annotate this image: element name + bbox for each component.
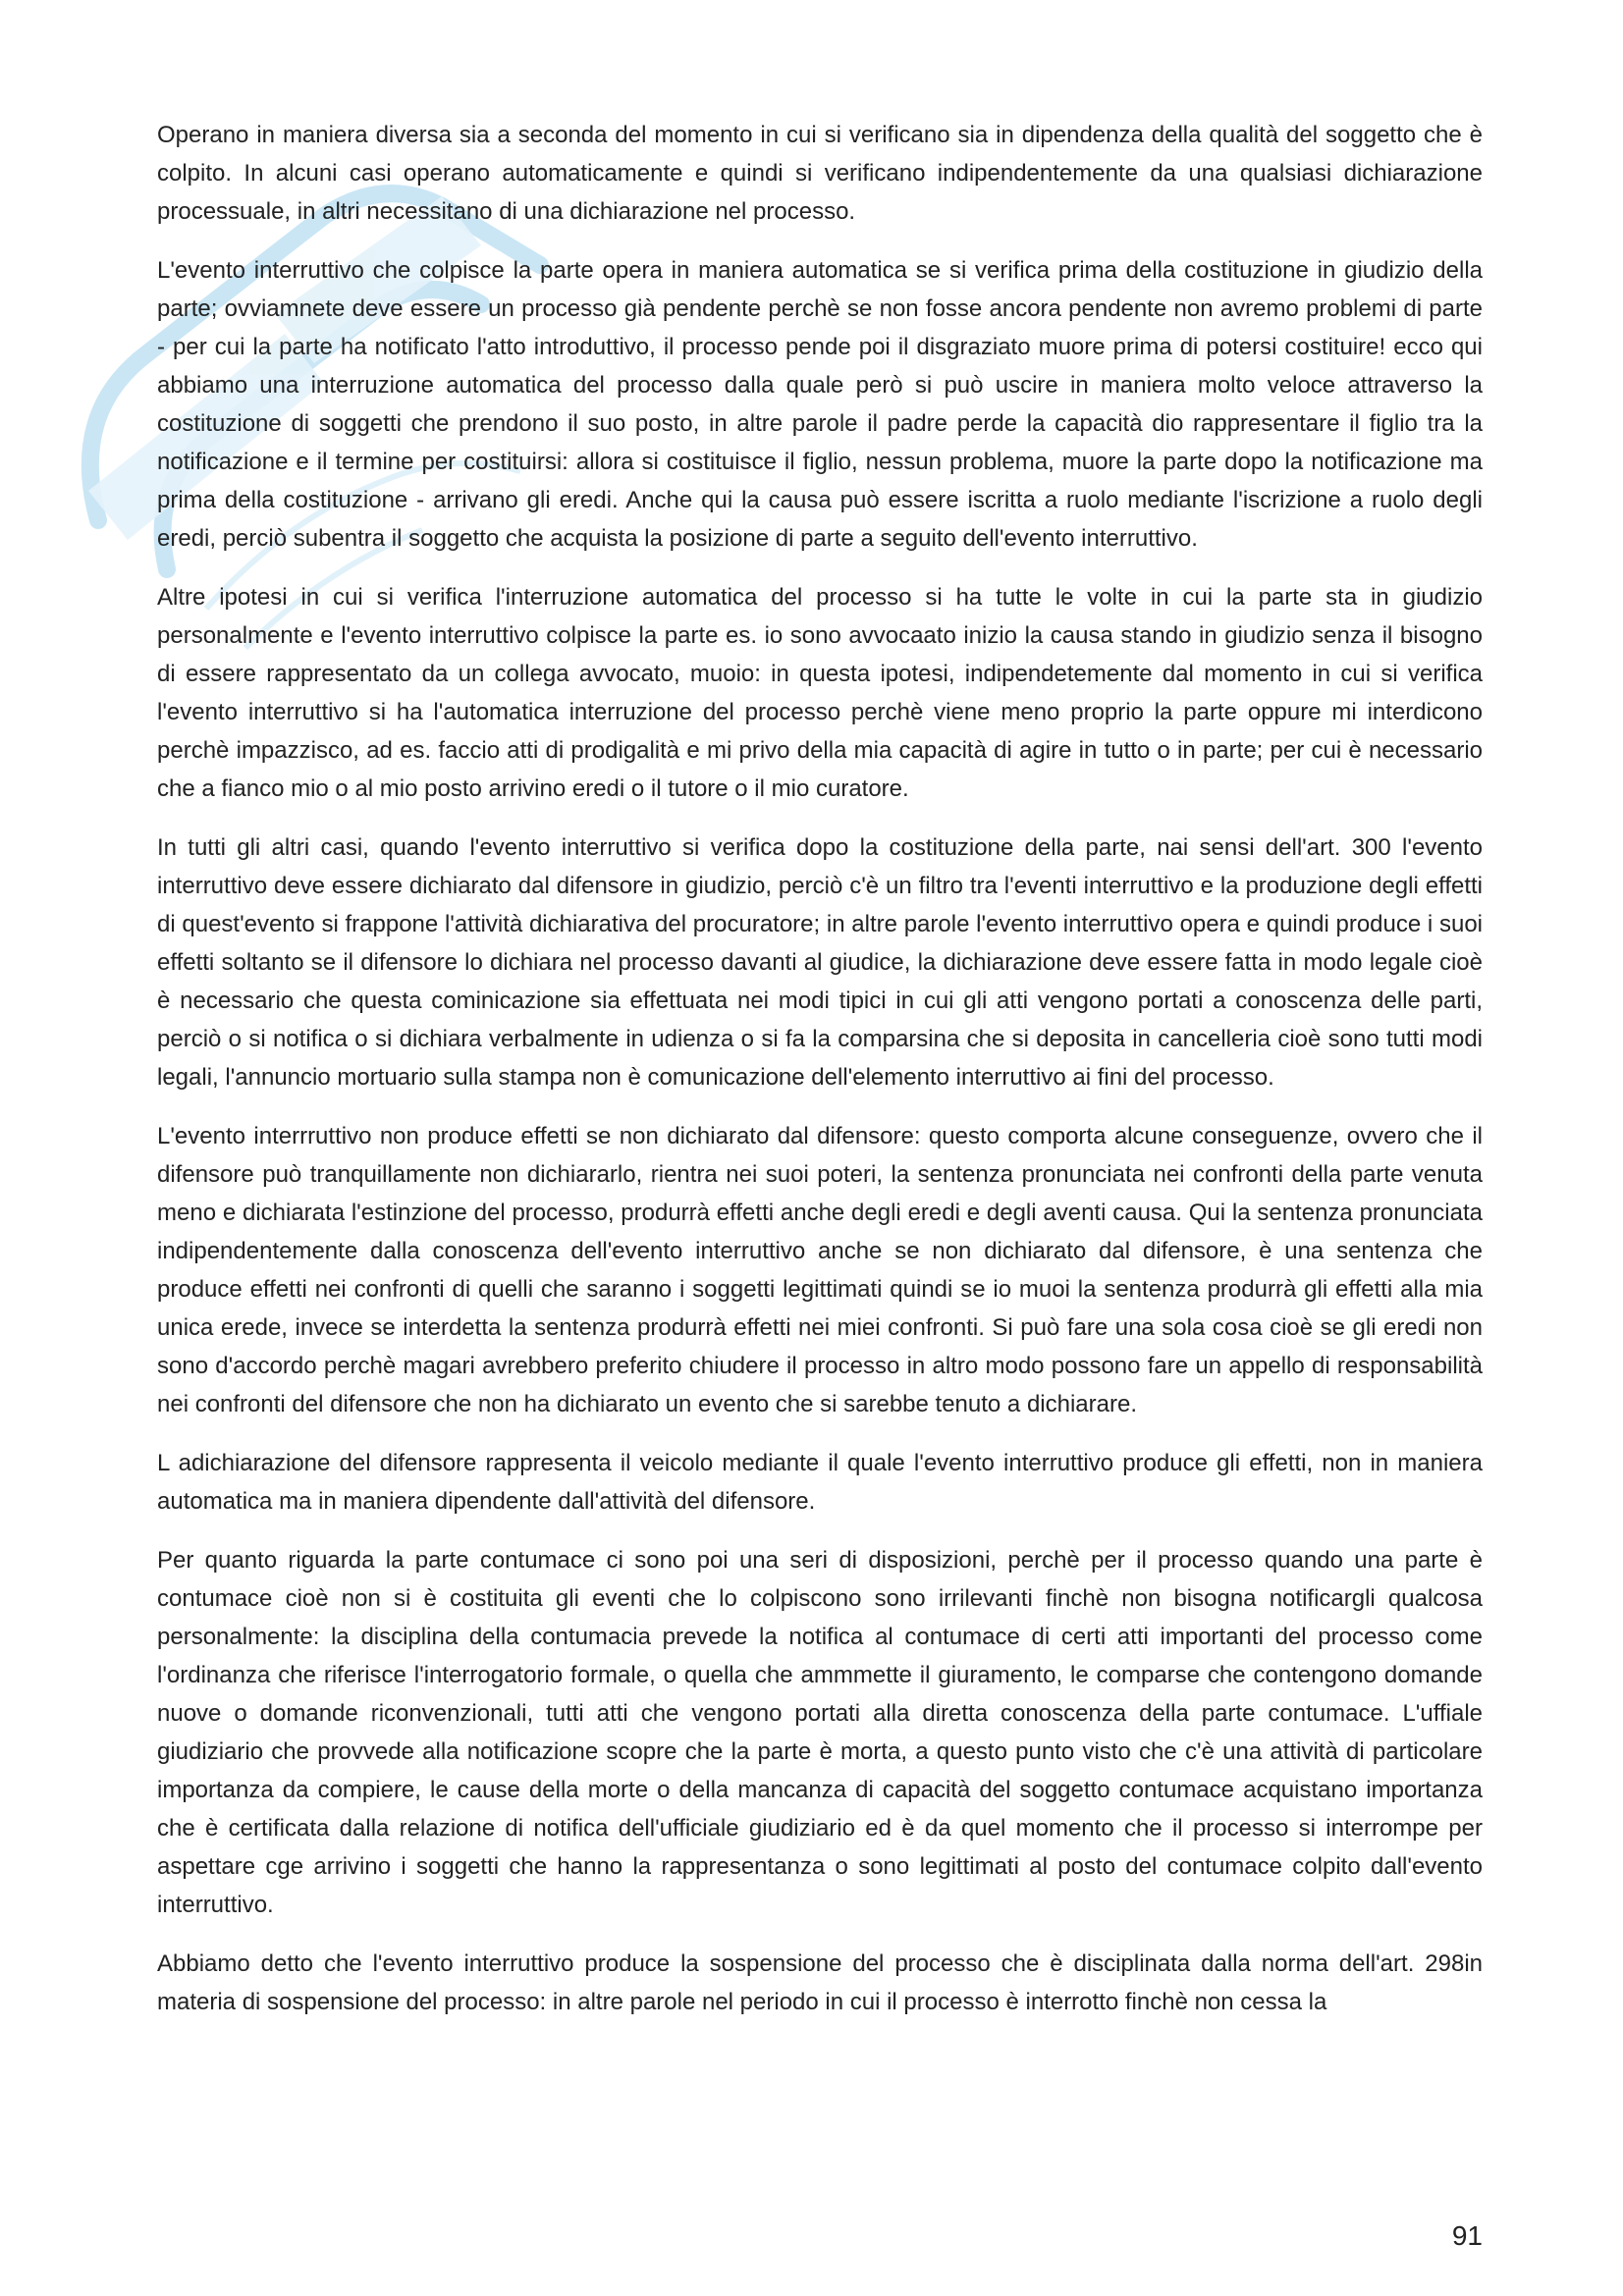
paragraph-8: Abbiamo detto che l'evento interruttivo produce la sospensione del processo che è disciplinata dalla norma dell'art. 298in materia di sospensione del processo: in altre parole nel periodo in cui il processo è interrotto finchè non cessa la [157, 1950, 1483, 2015]
paragraph-4: In tutti gli altri casi, quando l'evento interruttivo si verifica dopo la costituzione della parte, nai sensi dell'art. 300 l'evento interruttivo deve essere dichiarato dal difensore in giudizio, perciò c'è un filtro tra l'eventi interruttivo e la produzione degli effetti di quest'evento si frappone l'attività dichiarativa del procuratore; in altre parole l'evento interruttivo opera e quindi produce i suoi effetti soltanto se il difensore lo dichiara nel processo davanti al giudice, la dichiarazione deve essere fatta in modo legale cioè è necessario che questa cominicazione sia effettuata nei modi tipici in cui gli atti vengono portati a conoscenza delle parti, perciò o si notifica o si dichiara verbalmente in udienza o si fa la comparsina che si deposita in cancelleria cioè sono tutti modi legali, l'annuncio mortuario sulla stampa non è comunicazione dell'elemento interruttivo ai fini del processo. [157, 834, 1483, 1091]
document-page [157, 116, 1483, 2042]
paragraph-7: Per quanto riguarda la parte contumace ci sono poi una seri di disposizioni, perchè per il processo quando una parte è contumace cioè non si è costituita gli eventi che lo colpiscono sono irrilevanti finchè non bisogna notificargli qualcosa personalmente: la disciplina della contumacia prevede la notifica al contumace di certi atti importanti del processo come l'ordinanza che riferisce l'interrogatorio formale, o quella che ammmette il giuramento, le comparse che contengono domande nuove o domande riconvenzionali, tutti atti che vengono portati alla diretta conoscenza della parte contumace. L'uffiale giudiziario che provvede alla notificazione scopre che la parte è morta, a questo punto visto che c'è una attività di particolare importanza da compiere, le cause della morte o della mancanza di capacità del soggetto contumace acquistano importanza che è certificata dalla relazione di notifica dell'ufficiale giudiziario ed è da quel momento che il processo si interrompe per aspettare cge arrivino i soggetti che hanno la rappresentanza o sono legittimati al posto del contumace colpito dall'evento interruttivo. [157, 1547, 1483, 1918]
paragraph-6: L adichiarazione del difensore rappresenta il veicolo mediante il quale l'evento interruttivo produce gli effetti, non in maniera automatica ma in maniera dipendente dall'attività del difensore. [157, 1450, 1483, 1515]
paragraph-5: L'evento interrruttivo non produce effetti se non dichiarato dal difensore: questo comporta alcune conseguenze, ovvero che il difensore può tranquillamente non dichiararlo, rientra nei suoi poteri, la sentenza pronunciata nei confronti della parte venuta meno e dichiarata l'estinzione del processo, produrrà effetti anche degli eredi e degli aventi causa. Qui la sentenza pronunciata indipendentemente dalla conoscenza dell'evento interruttivo anche se non dichiarato dal difensore, è una sentenza che produce effetti nei confronti di quelli che saranno i soggetti legittimati quindi se io muoi la sentenza produrrà gli effetti alla mia unica erede, invece se interdetta la sentenza produrrà effetti nei miei confronti. Si può fare una sola cosa cioè se gli eredi non sono d'accordo perchè magari avrebbero preferito chiudere il processo in altro modo possono fare un appello di responsabilità nei confronti del difensore che non ha dichiarato un evento che si sarebbe tenuto a dichiarare. [157, 1123, 1483, 1417]
paragraph-3: Altre ipotesi in cui si verifica l'interruzione automatica del processo si ha tutte le volte in cui la parte sta in giudizio personalmente e l'evento interruttivo colpisce la parte es. io sono avvocaato inizio la causa stando in giudizio senza il bisogno di essere rappresentato da un collega avvocato, muoio: in questa ipotesi, indipendetemente dal momento in cui si verifica l'evento interruttivo si ha l'automatica interruzione del processo perchè viene meno proprio la parte oppure mi interdicono perchè impazzisco, ad es. faccio atti di prodigalità e mi privo della mia capacità di agire in tutto o in parte; per cui è necessario che a fianco mio o al mio posto arrivino eredi o il tutore o il mio curatore. [157, 584, 1483, 802]
paragraph-2: L'evento interruttivo che colpisce la parte opera in maniera automatica se si verifica prima della costituzione in giudizio della parte; ovviamnete deve essere un processo già pendente perchè se non fosse ancora pendente non avremo problemi di parte - per cui la parte ha notificato l'atto introduttivo, il processo pende poi il disgraziato muore prima di potersi costituire! ecco qui abbiamo una interruzione automatica del processo dalla quale però si può uscire in maniera molto veloce attraverso la costituzione di soggetti che prendono il suo posto, in altre parole il padre perde la capacità dio rappresentare il figlio tra la notificazione e il termine per costituirsi: allora si costituisce il figlio, nessun problema, muore la parte dopo la notificazione ma prima della costituzione - arrivano gli eredi. Anche qui la causa può essere iscritta a ruolo mediante l'iscrizione a ruolo degli eredi, perciò subentra il soggetto che acquista la posizione di parte a seguito dell'evento interruttivo. [157, 257, 1483, 552]
paragraph-1: Operano in maniera diversa sia a seconda del momento in cui si verificano sia in dipendenza della qualità del soggetto che è colpito. In alcuni casi operano automaticamente e quindi si verificano indipendentemente da una qualsiasi dichiarazione processuale, in altri necessitano di una dichiarazione nel processo. [157, 122, 1483, 225]
page-number: 91 [1451, 2220, 1483, 2251]
